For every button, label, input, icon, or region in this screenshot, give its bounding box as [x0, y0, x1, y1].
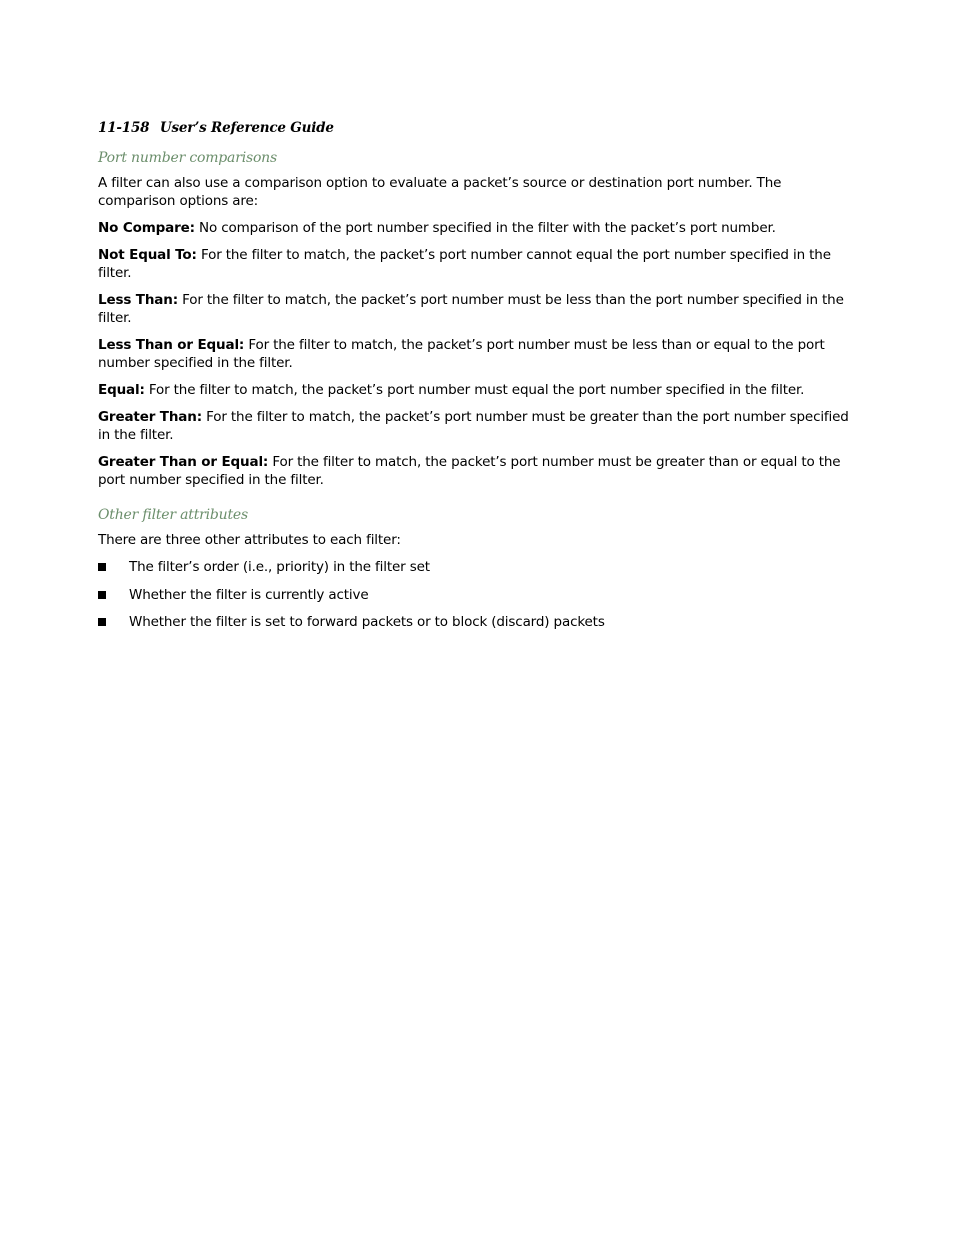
option-term: Not Equal To:: [98, 247, 197, 263]
option-description: For the filter to match, the packet’s port number must equal the port number specified in the filter.: [144, 382, 805, 398]
list-item-text: Whether the filter is set to forward packets or to block (discard) packets: [129, 614, 605, 630]
square-bullet-icon: [98, 563, 106, 571]
option-term: Greater Than or Equal:: [98, 454, 269, 470]
square-bullet-icon: [98, 618, 106, 626]
list-item: [98, 558, 860, 576]
option-term: Less Than:: [98, 292, 178, 308]
option-no-compare: [98, 219, 860, 237]
option-term: Less Than or Equal:: [98, 337, 245, 353]
section-intro-paragraph: A filter can also use a comparison option to evaluate a packet’s source or destination port number. The comparison options are:: [98, 175, 782, 209]
option-description: No comparison of the port number specified in the filter with the packet’s port number.: [194, 220, 776, 236]
guide-title: User’s Reference Guide: [159, 120, 334, 136]
option-description: For the filter to match, the packet’s port number must be less than or equal to the port number specified in the filter.: [98, 337, 825, 371]
list-item: [98, 586, 860, 604]
list-item-text: The filter’s order (i.e., priority) in the filter set: [129, 559, 430, 575]
list-item: [98, 613, 860, 631]
page-number: 11-158: [98, 120, 150, 136]
section-intro-paragraph: There are three other attributes to each filter:: [98, 532, 401, 548]
option-greater-than: [98, 408, 860, 444]
option-greater-than-or-equal: [98, 453, 860, 489]
option-term: Greater Than:: [98, 409, 202, 425]
section-heading-port-number-comparisons: Port number comparisons: [98, 150, 277, 166]
option-term: No Compare:: [98, 220, 195, 236]
list-item-text: Whether the filter is currently active: [129, 586, 369, 603]
option-description: For the filter to match, the packet’s port number cannot equal the port number specified in the filter.: [98, 247, 831, 281]
option-not-equal-to: [98, 246, 860, 282]
option-less-than-or-equal: [98, 336, 860, 372]
attribute-list: [98, 558, 860, 631]
option-description: For the filter to match, the packet’s port number must be less than the port number specified in the filter.: [98, 292, 844, 326]
option-description: For the filter to match, the packet’s port number must be greater than or equal to the port number specified in the filter.: [98, 454, 841, 488]
document-page: [98, 118, 860, 641]
option-less-than: [98, 291, 860, 327]
option-description: For the filter to match, the packet’s port number must be greater than the port number specified in the filter.: [98, 409, 849, 443]
square-bullet-icon: [98, 591, 106, 599]
section-heading-other-filter-attributes: Other filter attributes: [98, 507, 248, 523]
running-header: [98, 118, 860, 138]
option-term: Equal:: [98, 382, 145, 398]
option-equal: [98, 381, 860, 399]
